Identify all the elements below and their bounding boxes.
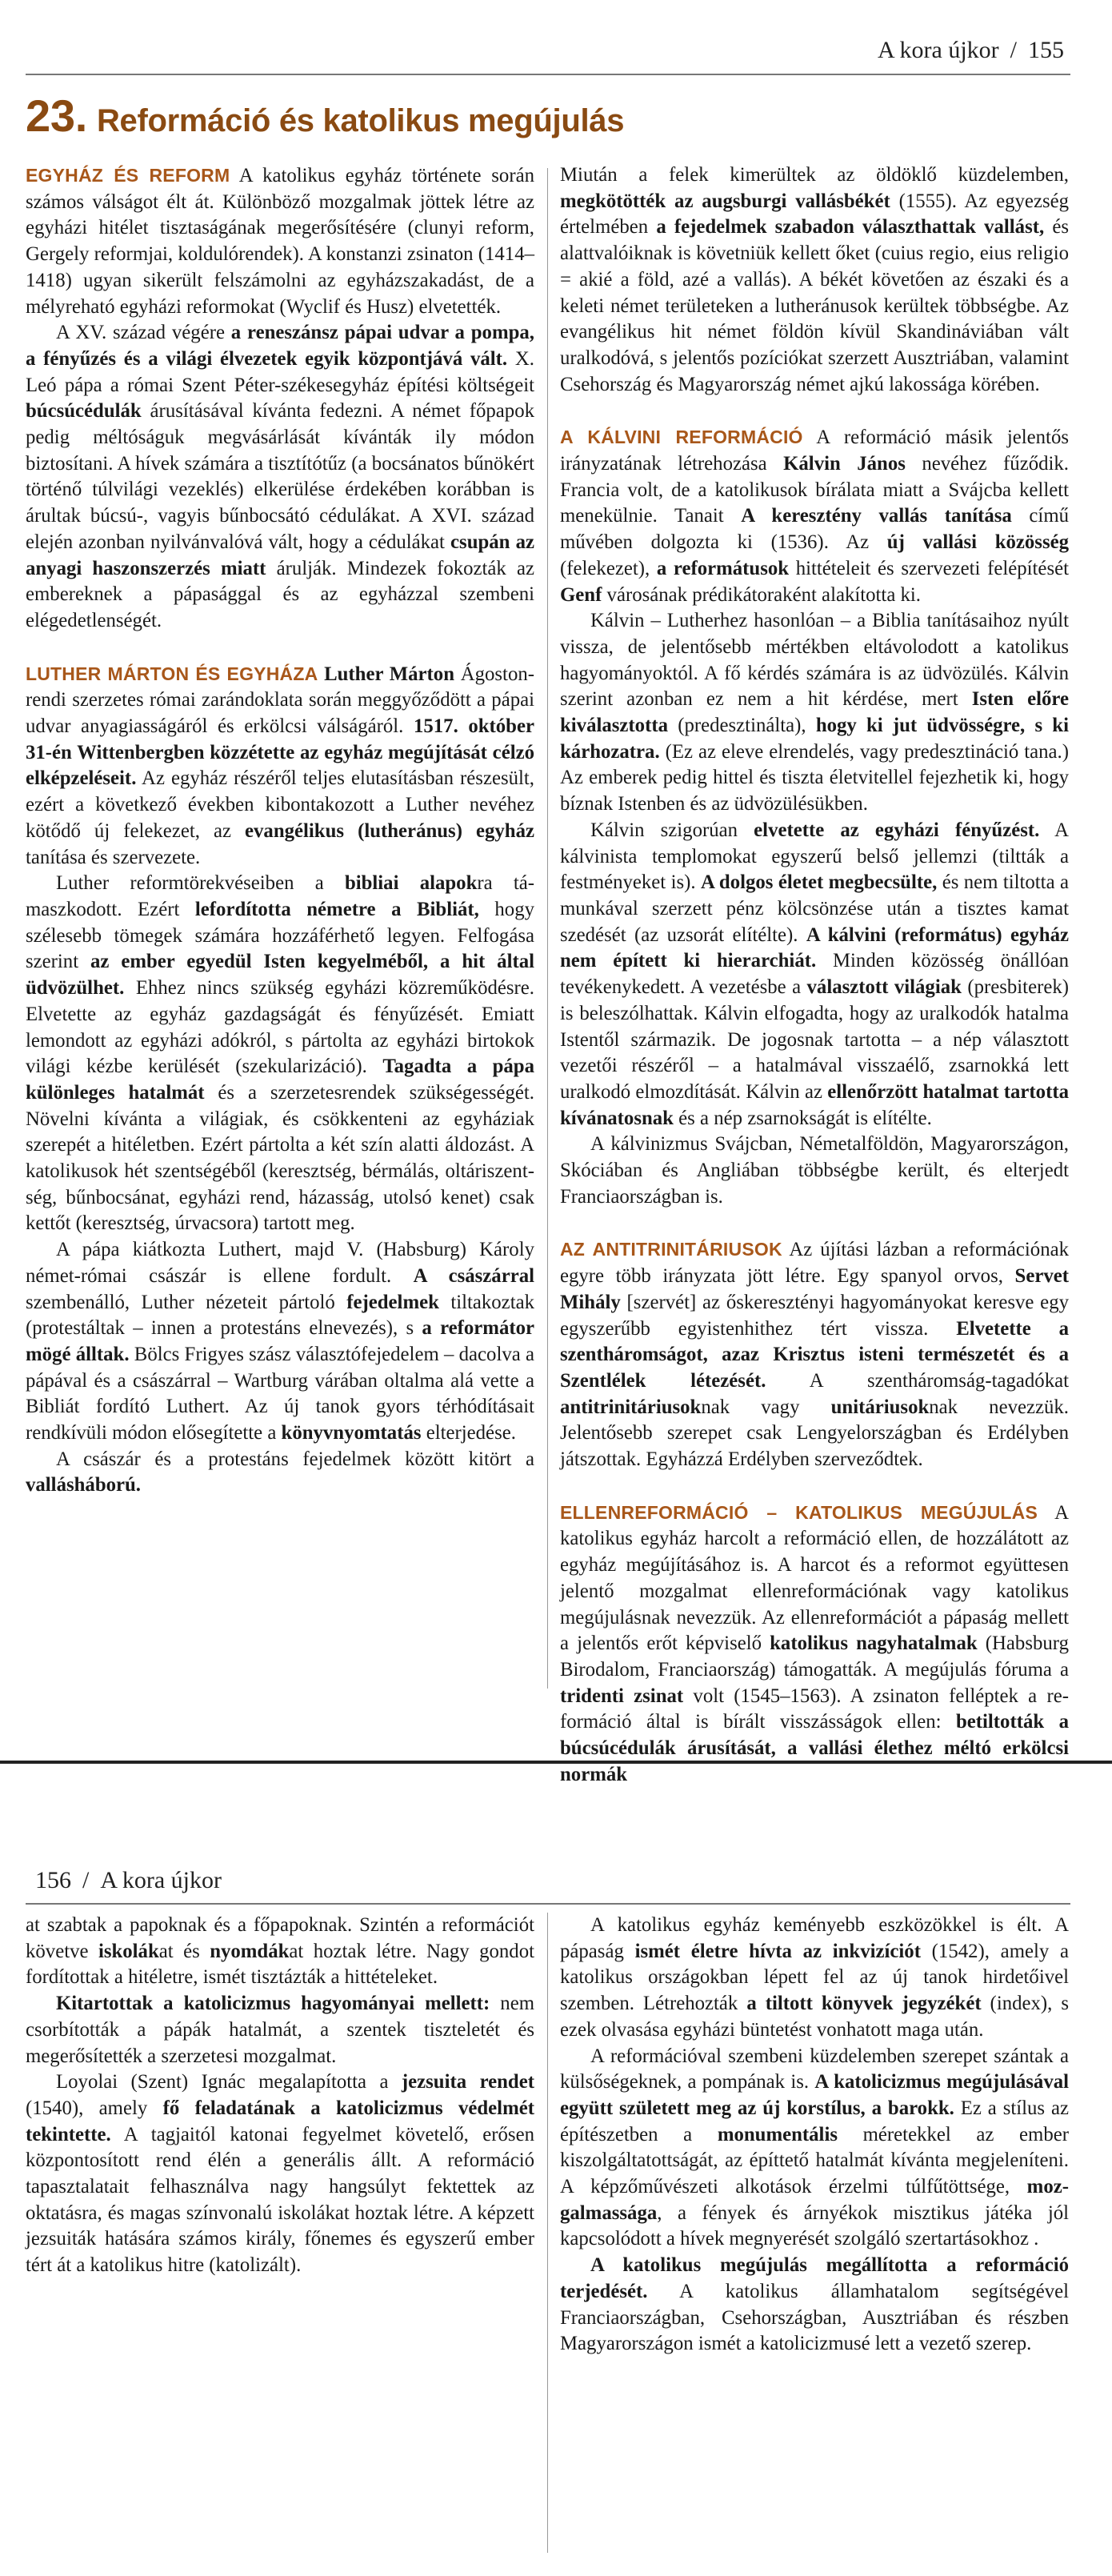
section-lead: A KÁLVINI REFORMÁCIÓ	[560, 427, 803, 448]
text-run: Luther reformtörekvéseiben a	[56, 872, 345, 895]
text-run: nevéhez fűződik. Francia volt, de a katolikusok bírálata miatt a Svájcba kellett menekülnie. Tanait	[560, 453, 1069, 527]
text-run: (index), s ezek olvasása egyházi büntetést vonhatott maga után.	[560, 1993, 1069, 2041]
header-separator: /	[82, 1867, 90, 1893]
bold-run: 1517. október 31-én Wittenbergben közzétette az egyház megújítását célzó elképzeléseit.	[26, 715, 534, 790]
text-run: szembenálló, Luther nézeteit pártoló	[26, 1291, 347, 1313]
bold-run: Isten előre kiválasztotta	[560, 688, 1069, 737]
bold-run: monumentális	[717, 2123, 838, 2145]
text-run: volt (1545–1563). A zsinaton felléptek a reformáció által is bírált visszásságok ellen:	[560, 1685, 1069, 1733]
bold-run: tridenti zsinat	[560, 1685, 684, 1707]
bold-run: Kitartottak a katolicizmus hagyományai mellett:	[56, 1993, 490, 2015]
text-run: (1540), amely	[26, 2097, 163, 2119]
paragraph	[560, 1913, 1069, 2044]
bold-run: mozgalmassága	[560, 2176, 1069, 2224]
text-run: A tagjaitól katonai fegyelmet követelő, erősen központosított rend élén a generális állt. A reformáció tapasztalatait felhasználva nagy hangsúlyt fektettek az oktatásra, és magas színvonalú iskolákat hoztak létre. A képzett jezsuiták hatására számos király, főnemes és egyszerű ember tért át a katolikus hitre (katolizált).	[26, 2123, 534, 2277]
section-lead: AZ ANTITRINITÁRIUSOK	[560, 1239, 782, 1260]
text-run: méretekkel az ember kiszolgáltatottságát, az építtető hatalmát kívánta megjeleníteni. A képzőművészeti alkotások érzelmi túlfűtöttsége,	[560, 2123, 1069, 2198]
text-run: városának prédikátoraként alakította ki.	[602, 583, 922, 606]
bold-run: ismét életre hívta az inkvizíciót	[634, 1940, 921, 1962]
bold-run: bibliai alapok	[344, 872, 478, 895]
running-header-156	[35, 1867, 222, 1894]
text-run: elterjedése.	[421, 1422, 516, 1444]
bold-run: fejedelmek	[346, 1291, 439, 1313]
text-run: Kálvin szigorúan	[590, 819, 754, 841]
text-run: X. Leó pápa a római Szent Péter-székesegyház építési költségeit	[26, 347, 534, 396]
header-separator: /	[1010, 37, 1017, 63]
bold-run: az ember egyedül Isten kegyelméből, a hit által üdvözülhet.	[26, 951, 534, 1000]
chapter-title-text: Reformáció és katolikus megújulás	[96, 103, 625, 138]
paragraph	[26, 320, 534, 634]
bold-run: Kálvin János	[783, 453, 906, 475]
paragraph	[560, 818, 1069, 1132]
header-section: A kora újkor	[878, 37, 999, 63]
text-run: hittételeit és szervezeti felépítését	[789, 557, 1069, 579]
paragraph	[26, 2069, 534, 2279]
bold-run: búcsúcédulák	[26, 400, 142, 423]
text-run: [szervét] az őskeresztényi hagyományokat keresve egy egyszerűbb egyistenhithez tért vissza.	[560, 1291, 1069, 1340]
bold-run: ellenőrzött hatalmat tartotta kívánatosnak	[560, 1080, 1069, 1129]
text-run: (Habsburg Birodalom, Franciaország) támogatták. A megújulás fóruma a	[560, 1633, 1069, 1681]
column-left-156	[26, 1913, 534, 2279]
text-run: A katolikus egyház harcolt a reformáció ellen, de hozzálátott az egyház megújításához is. A harcot és a reformot együttesen jelentő mozgalmat ellenreformációnak vagy katolikus megújulásnak nevezzük. Az ellenreformációt a pápaság mellett a jelentős erőt képviselő	[560, 1501, 1069, 1655]
chapter-title	[26, 90, 624, 142]
text-run: A reformáció másik jelentős irányzatának létrehozása	[560, 427, 1069, 475]
bold-run: A császárral	[413, 1264, 534, 1287]
paragraph	[560, 1500, 1069, 1789]
text-run: Miután a felek kimerültek az öldöklő küzdelemben,	[560, 164, 1069, 186]
bold-run: jezsuita rendet	[401, 2071, 534, 2093]
bold-run: betiltották a búcsúcédulák árusítását, a vallási élethez méltó erkölcsi normák	[560, 1711, 1069, 1785]
bold-run: unitáriusok	[830, 1396, 930, 1418]
bold-run: A katolicizmus megújulásával együtt született meg az új korstílus, a barokk.	[560, 2071, 1070, 2119]
text-run: at és	[158, 1940, 210, 1962]
paragraph	[560, 1132, 1069, 1210]
paragraph	[26, 1237, 534, 1447]
column-right-156	[560, 1913, 1069, 2358]
bold-run: A kálvini (református) egyház nem épített ki hierarchiát.	[560, 923, 1069, 972]
bold-run: fő feladatának a katolicizmus védelmét tekintette.	[26, 2097, 534, 2145]
text-run: és a nép zsarnokságát is elítélte.	[673, 1107, 932, 1129]
bold-run: A katolikus megújulás megállította a reformáció terjedését.	[560, 2254, 1069, 2302]
header-rule	[26, 1903, 1070, 1905]
text-run: (predesztinálta),	[668, 715, 816, 737]
text-run: at hoztak létre. Nagy gondot fordítottak a hitéletre, ismét tisztázták a hittételeket.	[26, 1940, 534, 1989]
bold-run: Servet Mihály	[560, 1265, 1069, 1313]
bold-run: a fejedelmek szabadon választhattak vallást,	[656, 216, 1045, 238]
text-run: Az egyház részéről teljes elutasításban részesült, ezért a következő években kibontakozott a Luther nevéhez kötődő új felekezet, az	[26, 767, 534, 842]
bold-run: Luther Márton	[324, 663, 454, 685]
bold-run: csupán az anyagi haszonszerzés miatt	[26, 531, 534, 579]
text-run: (1542), amely a katolikus országokban lépett fel az új tanok hirdetőivel szemben. Létrehozták	[560, 1940, 1069, 2015]
text-run: (presbiterek) is beleszólhattak. Kálvin elfogadta, hogy az uralkodók hatalma Istentől származik. De jogosnak tartotta – a nép választott vezetői részéről – a hatalmával visszaélő, zsarnokká lett uralkodó elmozdítását. Kálvin az	[560, 976, 1069, 1103]
bold-run: a tiltott könyvek jegyzékét	[746, 1993, 982, 2015]
text-run: és alattvalóiknak is követniük kellett őket (cuius regio, eius religio = akié a föld, azé a vallás). A békét követően az északi és a keleti német területeken a lutheránusok kerültek többségbe. Az evangélikus hit német földön kívül Skandináviában vált uralkodóvá, s jelentős pozíciókat szerzett Ausztriában, valamint Csehország és Magyarország német ajkú lakossága körében.	[560, 216, 1069, 395]
bold-run: választott világiak	[806, 976, 962, 999]
bold-run: lefordította németre a Bibliát,	[194, 898, 479, 920]
text-run: nak nevezzük. Jelentősebb szerepet csak Lengyelországban és Erdélyben játszottak. Egyházzá Erdélyben szerveződtek.	[560, 1396, 1070, 1471]
bold-run: vallásháború.	[26, 1474, 141, 1496]
page-number: 156	[35, 1867, 71, 1893]
text-run: at szabtak a papoknak és a főpapoknak. Szintén a reformációt követve	[26, 1914, 534, 1962]
paragraph	[560, 2253, 1069, 2358]
text-run: Kálvin – Lutherhez hasonlóan – a Biblia tanításaihoz nyúlt vissza, de jelentősebb mértékben eltávolodott a katolikus hagyományoktól. A fő kérdés számára is az üdvözülés. Kálvin szerint azonban ez nem a hit kérdése, mert	[560, 610, 1069, 711]
text-run: A katolikus egyház keményebb eszközökkel is élt. A pápaság	[560, 1914, 1069, 1962]
column-divider	[547, 168, 548, 1689]
bold-run: a reneszánsz pápai udvar a pompa, a fényűzés és a világi élvezetek egyik központjává vált.	[26, 322, 534, 370]
header-rule	[26, 74, 1070, 75]
paragraph	[26, 1991, 534, 2069]
text-run: nem csorbították a pápák hatalmát, a szentek tiszteletét és megerősítették a szerzetesi mozgalmat.	[26, 1993, 534, 2067]
column-divider	[547, 1913, 548, 2553]
text-run: nak vagy	[701, 1396, 831, 1418]
section-lead: EGYHÁZ ÉS REFORM	[26, 165, 230, 186]
text-run: A katolikus államhatalom segítségével Franciaországban, Csehországban, Ausztriában és részben Magyarországon ismét a katolicizmusé lett a vezető szerep.	[560, 2280, 1069, 2355]
page-number: 155	[1028, 37, 1064, 63]
text-run: A kálvinista templomokat egyszerű belső jellemzi (tiltták a festményeket is).	[560, 819, 1070, 894]
text-run: ra támaszkodott. Ezért	[26, 872, 535, 920]
bold-run: Elvetette a szentháromságot, azaz Krisztus isteni természetét és a Szentlélek létezését.	[560, 1317, 1070, 1392]
text-run: Az újítási lázban a reformációnak egyre több irányzata jött létre. Egy spanyol orvos,	[560, 1239, 1070, 1288]
text-run: Ágoston-rendi szerzetes római zarándoklata során meggyőződött a pápai udvar anyagiasságáról és erkölcsi válságáról.	[26, 663, 534, 738]
column-left-155	[26, 162, 534, 1499]
bold-run: megkötötték az augsburgi vallásbékét	[560, 190, 890, 212]
paragraph	[560, 2044, 1069, 2253]
bold-run: evangélikus (lutheránus) egyház	[245, 819, 534, 842]
text-run: árusításával kívánta fedezni. A német főpapok pedig méltóságuk megvásárlását kívánták ily módon biztosítani. A hívek számára a tisztítótűz (a bocsánatos bűnökért történő túlvilági vezeklés) elkerülése érdekében korábban is árultak búcsú-, vagyis bűnbocsátó cédulákat. A XVI. század elején azonban nyilvánvalóvá vált, hogy a cédulákat	[26, 400, 534, 553]
bold-run: antitrinitáriusok	[560, 1396, 702, 1418]
text-run: A katolikus egyház története során számos válságot élt át. Különböző mozgalmak jöttek létre az egyházi hitélet tisztaságának megerősítésére (clunyi reform, Gergely reformjai, koldulórendek). A konstanzi zsinaton (1414–1418) ugyan sikerült felszámolni az egyházszakadást, de a mélyreható egyházi reformokat (Wyclif és Husz) elvetették.	[26, 165, 534, 318]
text-run: árulják. Mindezek fokozták az embereknek a pápasággal és az egyházzal szembeni elégedetlenségét.	[26, 557, 535, 631]
bold-run: nyomdák	[210, 1940, 290, 1962]
paragraph	[26, 1447, 534, 1499]
text-run: Ehhez nincs szükség egyházi közreműködésre. Elvetette az egyház gazdagságát és fényűzését. Emiatt lemondott az egyházi adókról, s pártolta az egyházi birtokok világi kézbe kerülését (szekularizáció).	[26, 977, 534, 1078]
running-header-155	[878, 37, 1064, 64]
text-run: A kálvinizmus Svájcban, Németalföldön, Magyarországon, Skóciában és Angliában többségbe került, és elterjedt Franciaországban is.	[560, 1133, 1069, 1208]
paragraph	[26, 1913, 534, 1991]
section-lead: LUTHER MÁRTON ÉS EGYHÁZA	[26, 663, 318, 684]
column-right-155	[560, 162, 1069, 1788]
text-run: tanítása és szervezete.	[26, 846, 201, 868]
bold-run: elvetette az egyházi fényűzést.	[754, 819, 1040, 841]
paragraph	[26, 661, 534, 871]
text-run	[318, 663, 324, 685]
text-run: tiltakoztak (protestáltak – innen a protestáns elnevezés), s	[26, 1291, 534, 1340]
text-run: A XV. század végére	[56, 322, 231, 344]
bold-run: új vallási közösség	[886, 531, 1070, 554]
text-run: (felekezet),	[560, 557, 657, 579]
chapter-number: 23.	[26, 90, 87, 141]
bold-run: hogy ki jut üdvösségre, s ki kárhozatra.	[560, 715, 1069, 763]
bold-run: iskolák	[98, 1940, 159, 1962]
text-run: Minden közösség önállóan tevékenykedett. A vezetésbe a	[560, 950, 1070, 999]
text-run: A császár és a protestáns fejedelmek között kitört a	[56, 1448, 534, 1470]
bold-run: Genf	[560, 583, 602, 606]
bold-run: katolikus nagyhatalmak	[770, 1633, 978, 1655]
paragraph	[560, 608, 1069, 818]
paragraph	[26, 162, 534, 320]
text-run: A pápa kiátkozta Luthert, majd V. (Habsburg) Károly német-római császár is ellene fordult.	[26, 1239, 534, 1287]
section-lead: ELLENREFORMÁCIÓ – KATOLIKUS MEGÚJULÁS	[560, 1501, 1038, 1523]
text-run: Loyolai (Szent) Ignác megalapította a	[56, 2071, 402, 2093]
text-run: , a fények és árnyékok misztikus játéka jól kapcsolódott a hívek megnyerését szolgáló szertartásokhoz .	[560, 2201, 1069, 2250]
paragraph	[26, 871, 534, 1237]
bold-run: a reformátusok	[656, 557, 790, 579]
bold-run: a reformátor mögé álltak.	[26, 1317, 535, 1365]
bold-run: Tagadta a pápa különleges hatalmát	[26, 1056, 534, 1104]
paragraph	[560, 424, 1069, 608]
text-run: Ez a stílus az építészetben a	[560, 2097, 1069, 2145]
text-run: című művében dolgozta ki (1536). Az	[560, 505, 1070, 554]
text-run: hogy szélesebb tömegek számára hozzáférhető legyen. Felfogása szerint	[26, 898, 534, 973]
paragraph	[560, 162, 1069, 398]
bold-run: könyvnyomtatás	[281, 1422, 422, 1444]
text-run: és nem tiltotta a munkával szerzett pénz kölcsönzése után a tisztes kamat szedését (az uzsorát elítélte).	[560, 871, 1069, 946]
text-run: és a szerzetesrendek szükségességét. Növelni kívánta a világiak, és csökkenteni az egyháziak szerepét a hitéletben. Ezért pártolta a két szín alatti áldozást. A katolikusok hét szentségéből (keresztség, bérmálás, oltáriszentség, bűnbocsánat, egyházi rend, házasság, utolsó kenet) csak kettőt (keresztség, úrvacsora) tartott meg.	[26, 1081, 534, 1235]
text-run: (Ez az eleve elrendelés, vagy predesztináció tana.) Az emberek pedig hittel és tiszta életvitellel fejezhetik ki, hogy bíznak Istenben és az üdvözülésükben.	[560, 740, 1069, 815]
bold-run: A keresztény vallás tanítása	[741, 505, 1012, 527]
paragraph	[560, 1236, 1069, 1472]
header-section: A kora újkor	[100, 1867, 222, 1893]
text-run: Bölcs Frigyes szász választófejedelem – dacolva a pápával és a császárral – Wartburg várában oltalma alá vette a Bibliát fordító Luthert. Az új tanok gyors térhódításait rendkívüli módon elősegítette a	[26, 1343, 535, 1444]
text-run: A reformációval szembeni küzdelemben szerepet szántak a külsőségeknek, a pompának is.	[560, 2045, 1069, 2093]
text-run: A szentháromság-tagadókat	[766, 1369, 1069, 1392]
bold-run: A dolgos életet megbecsülte,	[700, 871, 938, 894]
text-run: (1555). Az egyezség értelmében	[560, 190, 1070, 238]
